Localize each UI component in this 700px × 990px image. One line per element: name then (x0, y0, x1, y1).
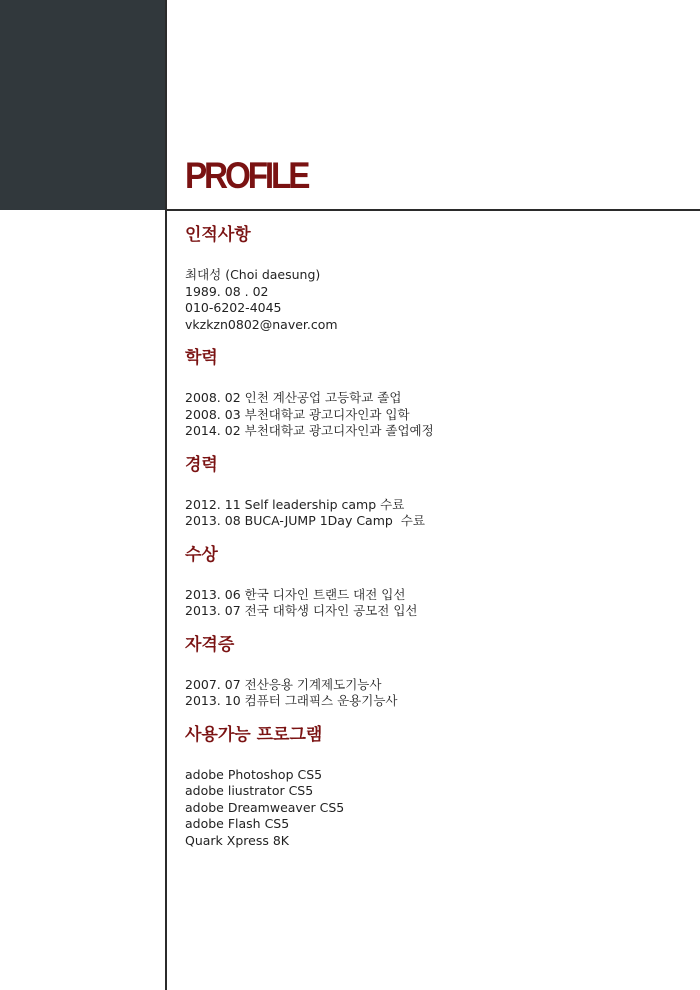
certification-line: 2007. 07 전산응용 기계제도기능사 (185, 676, 382, 692)
software-line: adobe Photoshop CS5 (185, 766, 323, 782)
section-lines (185, 267, 675, 333)
section-heading: 수상 (185, 544, 218, 565)
software-line: adobe Dreamweaver CS5 (185, 799, 345, 815)
education-line: 2014. 02 부천대학교 광고디자인과 졸업예정 (185, 423, 434, 438)
section-lines (185, 497, 675, 530)
education-line: 2008. 03 부천대학교 광고디자인과 입학 (185, 406, 410, 422)
info-line-email: vkzkzn0802@naver.com (185, 316, 338, 332)
software-line: adobe Flash CS5 (185, 816, 290, 831)
section-certifications (185, 630, 675, 710)
section-heading: 자격증 (185, 634, 235, 655)
experience-line: 2013. 08 BUCA-JUMP 1Day Camp 수료 (185, 513, 425, 528)
section-heading: 학력 (185, 348, 218, 368)
section-lines (185, 587, 675, 620)
section-heading: 인적사항 (185, 225, 251, 245)
section-heading: 경력 (185, 454, 218, 475)
experience-line: 2012. 11 Self leadership camp 수료 (185, 496, 405, 512)
section-lines (185, 390, 675, 440)
section-heading: 사용가능 프로그램 (185, 724, 323, 745)
software-line: adobe liustrator CS5 (185, 783, 314, 798)
section-software-skills (185, 720, 675, 850)
section-awards (185, 540, 675, 620)
award-line: 2013. 06 한국 디자인 트랜드 대전 입선 (185, 586, 406, 602)
section-education (185, 343, 675, 440)
page-title: PROFILE (185, 155, 308, 196)
horizontal-rule (166, 209, 700, 211)
header-dark-block (0, 0, 166, 210)
info-line-birthdate: 1989. 08 . 02 (185, 283, 269, 299)
section-lines (185, 677, 675, 710)
education-line: 2008. 02 인천 계산공업 고등학교 졸업 (185, 390, 402, 405)
section-lines (185, 767, 675, 850)
award-line: 2013. 07 전국 대학생 디자인 공모전 입선 (185, 603, 418, 618)
vertical-rule (165, 0, 167, 990)
section-personal-info (185, 220, 675, 333)
info-line-name: 최대성 (Choi daesung) (185, 267, 321, 282)
section-experience (185, 450, 675, 530)
profile-content (185, 220, 675, 859)
info-line-phone: 010-6202-4045 (185, 300, 282, 315)
certification-line: 2013. 10 컴퓨터 그래픽스 운용기능사 (185, 693, 398, 708)
software-line: Quark Xpress 8K (185, 832, 289, 848)
